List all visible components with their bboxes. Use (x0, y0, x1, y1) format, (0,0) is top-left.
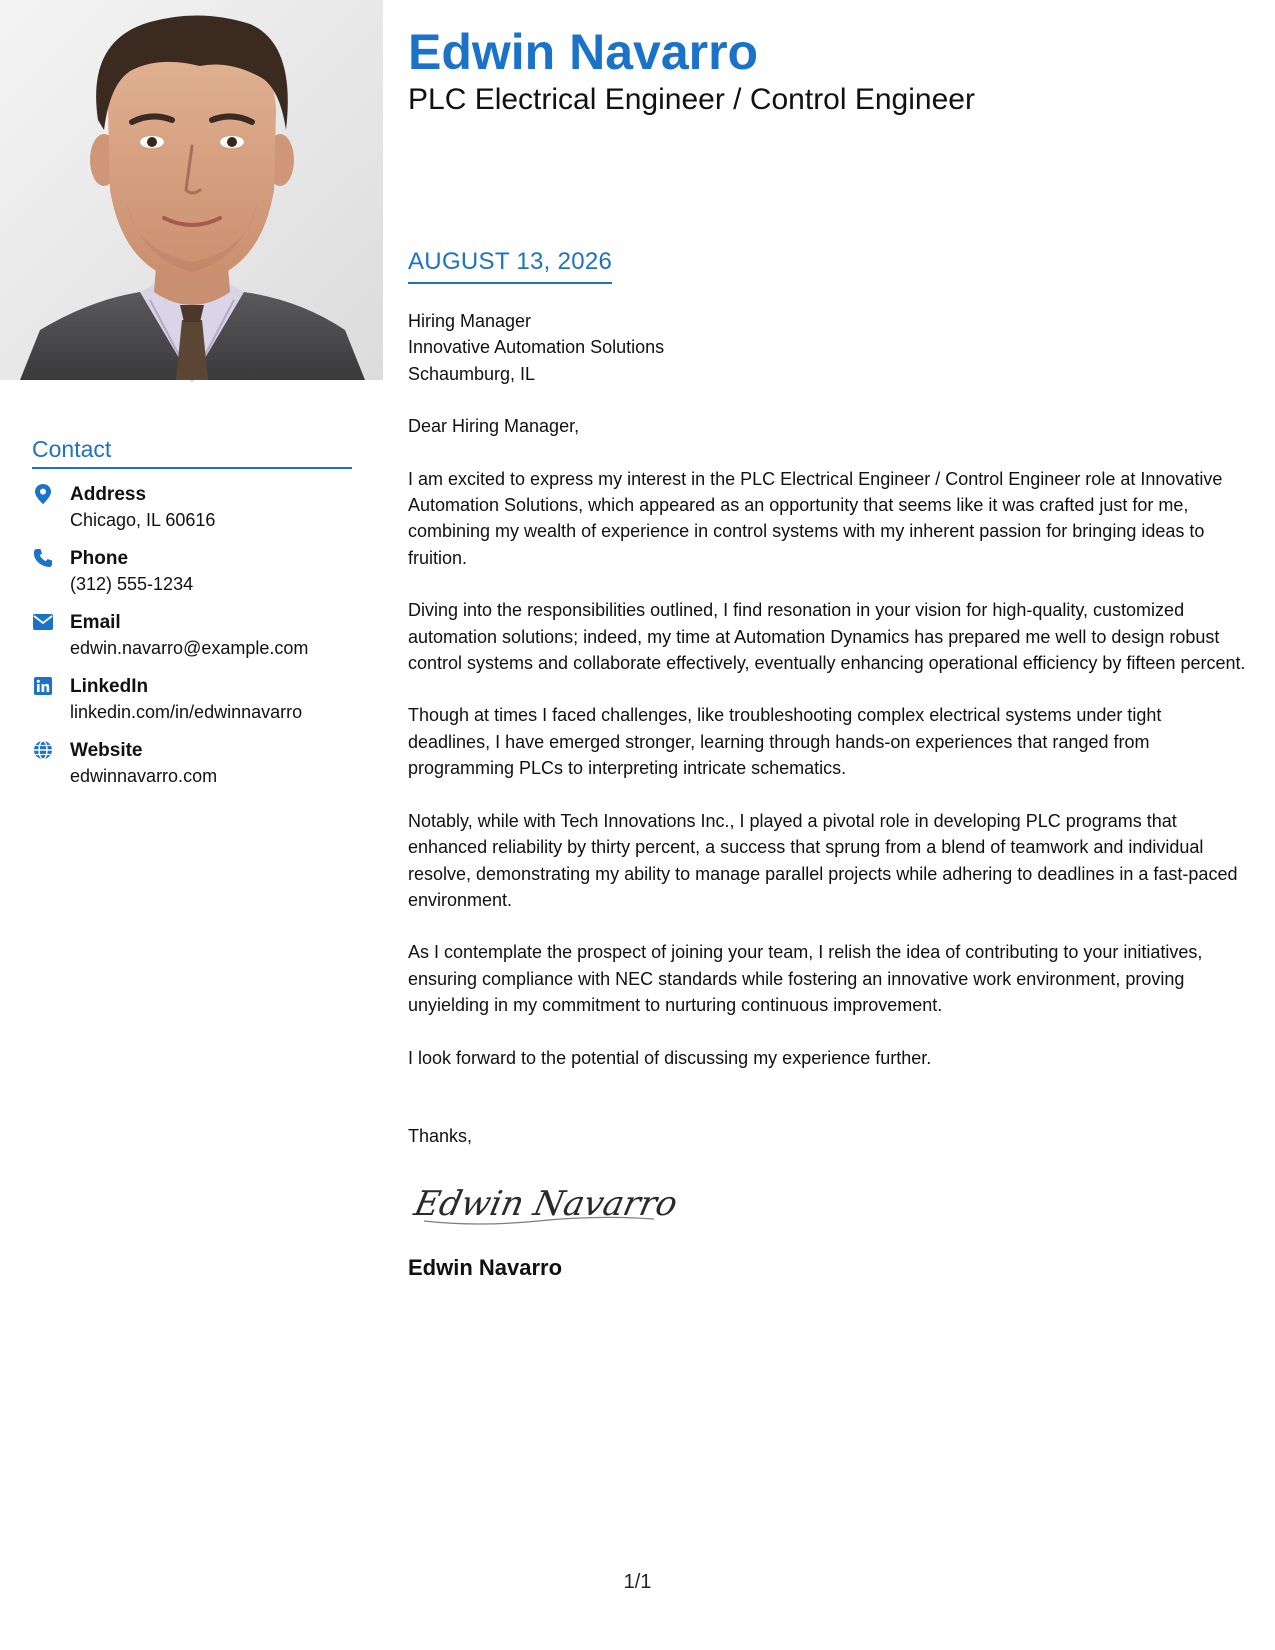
contact-label: Email (70, 612, 121, 633)
phone-value: (312) 555-1234 (70, 574, 194, 594)
contact-section (32, 436, 352, 803)
recipient-line: Hiring Manager (408, 311, 532, 331)
paragraph: As I contemplate the prospect of joining your team, I relish the idea of contributing to your initiatives, ensuring compliance with NEC standards while fostering an innovative work environment, proving unyielding in my commitment to nurturing continuous improvement. (408, 942, 1203, 1016)
letter-body (408, 308, 1248, 1282)
contact-label: Phone (70, 548, 129, 569)
paragraph: Though at times I faced challenges, like troubleshooting complex electrical systems under tight deadlines, I have emerged stronger, learning through hands-on experiences that ranged from programming PLCs to interpreting intricate schematics. (408, 705, 1162, 779)
recipient-company: Innovative Automation Solutions (408, 337, 665, 358)
location-pin-icon (32, 483, 54, 505)
recipient-location: Schaumburg, IL (408, 363, 536, 384)
website-value[interactable]: edwinnavarro.com (70, 766, 218, 786)
paragraph: Notably, while with Tech Innovations Inc., I played a pivotal role in developing PLC programs that enhanced reliability by thirty percent, a success that sprung from a blend of teamwork and individual resolve, demonstrating my ability to manage parallel projects while adhering to deadlines in a fast-paced environment. (408, 810, 1238, 910)
contact-label: Address (70, 484, 147, 505)
closing: Thanks, (408, 1125, 473, 1146)
salutation: Dear Hiring Manager, (408, 416, 580, 437)
email-value[interactable]: edwin.navarro@example.com (70, 638, 309, 658)
contact-item-phone (32, 547, 352, 597)
linkedin-value[interactable]: linkedin.com/in/edwinnavarro (70, 702, 303, 722)
contact-list (32, 483, 352, 789)
phone-icon (32, 547, 54, 569)
applicant-headline: PLC Electrical Engineer / Control Engineer (408, 83, 975, 116)
contact-item-website (32, 739, 352, 789)
paragraph: I look forward to the potential of discussing my experience further. (408, 1047, 932, 1068)
contact-label: Website (70, 740, 143, 761)
contact-item-address (32, 483, 352, 533)
letter-date: AUGUST 13, 2026 (408, 248, 612, 284)
signed-name: Edwin Navarro (408, 1255, 563, 1281)
header (408, 22, 1248, 118)
contact-item-email (32, 611, 352, 661)
svg-text:Edwin Navarro: Edwin Navarro (410, 1184, 681, 1225)
page-number: 1/1 (623, 1571, 652, 1593)
applicant-name: Edwin Navarro (408, 24, 759, 80)
contact-item-linkedin (32, 675, 352, 725)
recipient-block (408, 308, 1248, 387)
address-value: Chicago, IL 60616 (70, 510, 216, 530)
globe-icon (32, 739, 54, 761)
profile-photo (0, 0, 383, 380)
envelope-icon (32, 611, 54, 633)
paragraph: I am excited to express my interest in the PLC Electrical Engineer / Control Engineer role at Innovative Automation Solutions, which appeared as an opportunity that seems like it was crafted just for me, combining my wealth of experience in control systems with my inherent passion for bringing ideas to fruition. (408, 468, 1223, 568)
handwritten-signature (410, 1171, 1248, 1237)
linkedin-icon (32, 675, 54, 697)
paragraph: Diving into the responsibilities outlined, I find resonation in your vision for high-quality, customized automation solutions; indeed, my time at Automation Dynamics has prepared me well to design robust control systems and collaborate effectively, eventually enhancing operational efficiency by fifteen percent. (408, 600, 1246, 674)
contact-label: LinkedIn (70, 676, 149, 697)
contact-title: Contact (32, 436, 352, 469)
